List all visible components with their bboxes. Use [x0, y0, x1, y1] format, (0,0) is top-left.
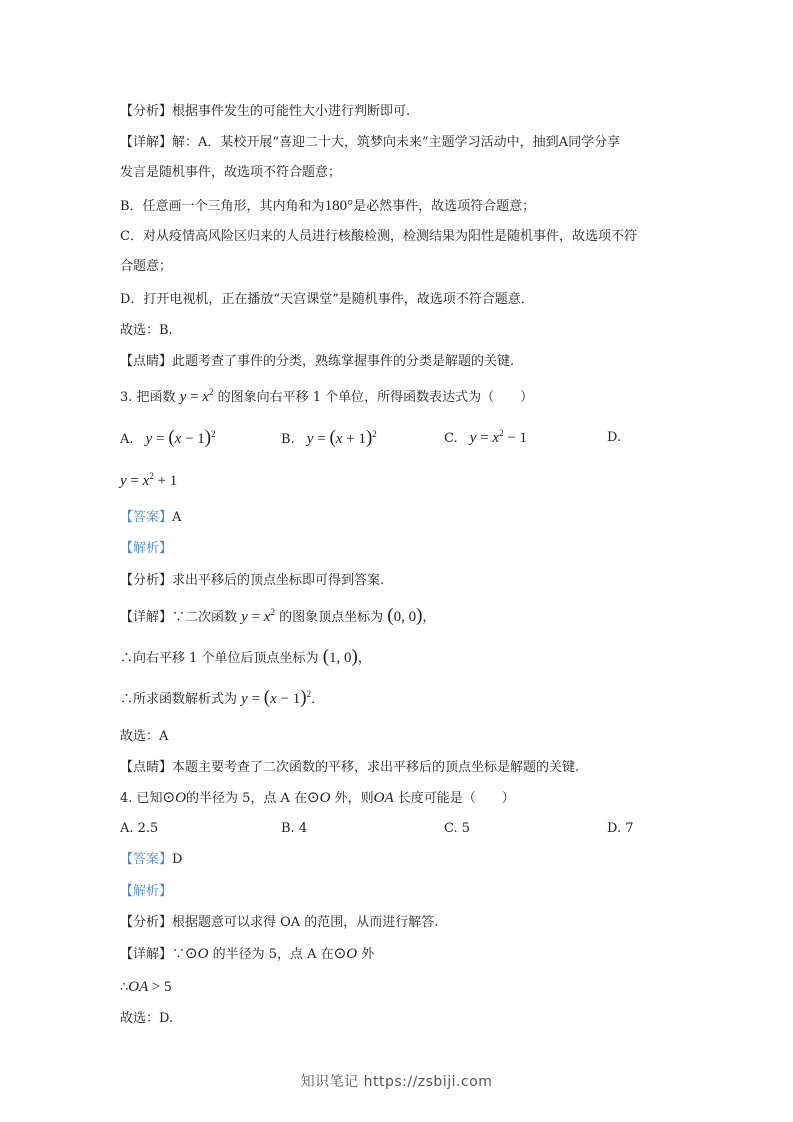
q3-option-a-label: A.: [120, 432, 134, 447]
q3-option-d-formula: $y = x^2 + 1$: [120, 471, 178, 489]
q2-option-d-line: D．打开电视机，正在播放“天宫课堂”是随机事件，故选项不符合题意．: [120, 292, 534, 307]
q3-step3-formula: $y = (x - 1)^2$: [241, 687, 312, 708]
q4-detail-pre: 【详解】∵: [120, 947, 186, 962]
q2-detail-line1: 【详解】解：A．某校开展“喜迎二十大，筑梦向未来”主题学习活动中，抽到A同学分享: [120, 135, 621, 150]
q3-step3: [120, 689, 324, 709]
q3-detail-mid: 的图象顶点坐标为: [279, 610, 384, 625]
q3-step3-end: ．: [311, 692, 325, 707]
q3-option-a: [120, 429, 216, 449]
q2-detail-line2: 发言是随机事件，故选项不符合题意；: [120, 165, 342, 180]
q4-answer-tag: 【答案】: [120, 852, 173, 867]
q4-detail-mid: 的半径为 5，点 A 在: [212, 947, 334, 962]
q3-option-c-formula: $y = x^2 - 1$: [469, 428, 528, 446]
q3-stem-formula: $y = x^2$: [179, 387, 214, 405]
q2-choose: 故选：B.: [120, 323, 173, 338]
q2-option-b-line: [120, 197, 535, 216]
q3-stem-pre: 3. 把函数: [120, 390, 176, 405]
q4-answer-value: D: [172, 852, 183, 867]
q4-stem-pre: 4. 已知: [120, 791, 163, 806]
q3-option-b: [281, 429, 377, 449]
q4-analysis: 【分析】根据题意可以求得 OA 的范围，从而进行解答.: [120, 915, 439, 930]
q4-jiexi: 【解析】: [120, 884, 173, 899]
q3-answer-value: A: [172, 510, 182, 525]
q3-option-c: [444, 429, 527, 448]
q3-option-d-label: D.: [607, 430, 622, 445]
q3-stem: [120, 388, 533, 407]
q3-choose: 故选：A: [120, 729, 169, 744]
q4-option-d: D. 7: [607, 821, 634, 836]
q3-step3-pre: ∴所求函数解析式为: [120, 692, 238, 707]
q3-option-a-formula: $y = (x - 1)^2$: [145, 427, 216, 448]
q4-circle-o-2: ⊙O: [307, 790, 331, 806]
q2-option-c-line1: C．对从疫情高风险区归来的人员进行核酸检测，检测结果为阳性是随机事件，故选项不符: [120, 229, 637, 244]
q4-option-a: A. 2.5: [120, 821, 159, 836]
q4-stem-mid2: 外，则: [334, 791, 374, 806]
q3-detail-pre: 【详解】∵二次函数: [120, 610, 238, 625]
q4-circle-o-1: ⊙O: [162, 790, 186, 806]
q3-comment: 【点睛】本题主要考查了二次函数的平移，求出平移后的顶点坐标是解题的关键.: [120, 760, 580, 775]
q4-segment-oa: OA: [373, 790, 394, 806]
q4-stem: [120, 789, 515, 808]
q3-vertex-shifted: (1, 0): [322, 646, 358, 667]
q3-stem-post: 的图象向右平移 1 个单位，所得函数表达式为（ ）: [217, 390, 534, 405]
q4-choose: 故选：D.: [120, 1011, 174, 1026]
q4-detail-end: 外: [361, 947, 375, 962]
q2-b-post: 是必然事件，故选项符合题意；: [353, 199, 536, 214]
q3-detail-end: ，: [422, 610, 436, 625]
q3-option-b-label: B.: [281, 432, 295, 447]
q3-step2: [120, 648, 371, 668]
q4-inequality-formula: OA > 5: [128, 979, 172, 995]
q3-option-b-formula: $y = (x + 1)^2$: [306, 427, 377, 448]
q4-option-b: B. 4: [281, 821, 308, 836]
q4-circle-o-3: ⊙O: [185, 946, 209, 962]
q4-circle-o-4: ⊙O: [333, 946, 358, 962]
q2-b-text: B．任意画一个三角形，其内角和为: [120, 199, 325, 214]
q3-step2-end: ，: [357, 651, 371, 666]
q4-detail: [120, 945, 374, 964]
q2-option-c-line2: 合题意；: [120, 259, 173, 274]
q3-answer-tag: 【答案】: [120, 510, 173, 525]
q3-option-c-label: C.: [444, 431, 458, 446]
q4-stem-post: 长度可能是（ ）: [397, 791, 515, 806]
q4-therefore: ∴: [120, 980, 129, 995]
q4-option-c: C. 5: [444, 821, 471, 836]
q2-analysis: 【分析】根据事件发生的可能性大小进行判断即可.: [120, 104, 411, 119]
q3-detail: [120, 607, 435, 627]
footer-watermark: 知识笔记 https://zsbiji.com: [300, 1074, 493, 1090]
q3-answer: [120, 509, 181, 527]
q4-stem-mid1: 的半径为 5，点 A 在: [185, 791, 308, 806]
q4-inequality: [120, 978, 171, 997]
q3-detail-formula: $y = x^2$: [241, 607, 275, 625]
q3-vertex-original: (0, 0): [387, 605, 423, 626]
q3-step2-pre: ∴向右平移 1 个单位后顶点坐标为: [120, 651, 319, 666]
q3-analysis: 【分析】求出平移后的顶点坐标即可得到答案.: [120, 573, 385, 588]
q4-answer: [120, 851, 182, 869]
q2-b-math: 180°: [324, 198, 354, 214]
q3-jiexi: 【解析】: [120, 541, 173, 556]
q2-comment: 【点睛】此题考查了事件的分类，熟练掌握事件的分类是解题的关键.: [120, 354, 515, 369]
